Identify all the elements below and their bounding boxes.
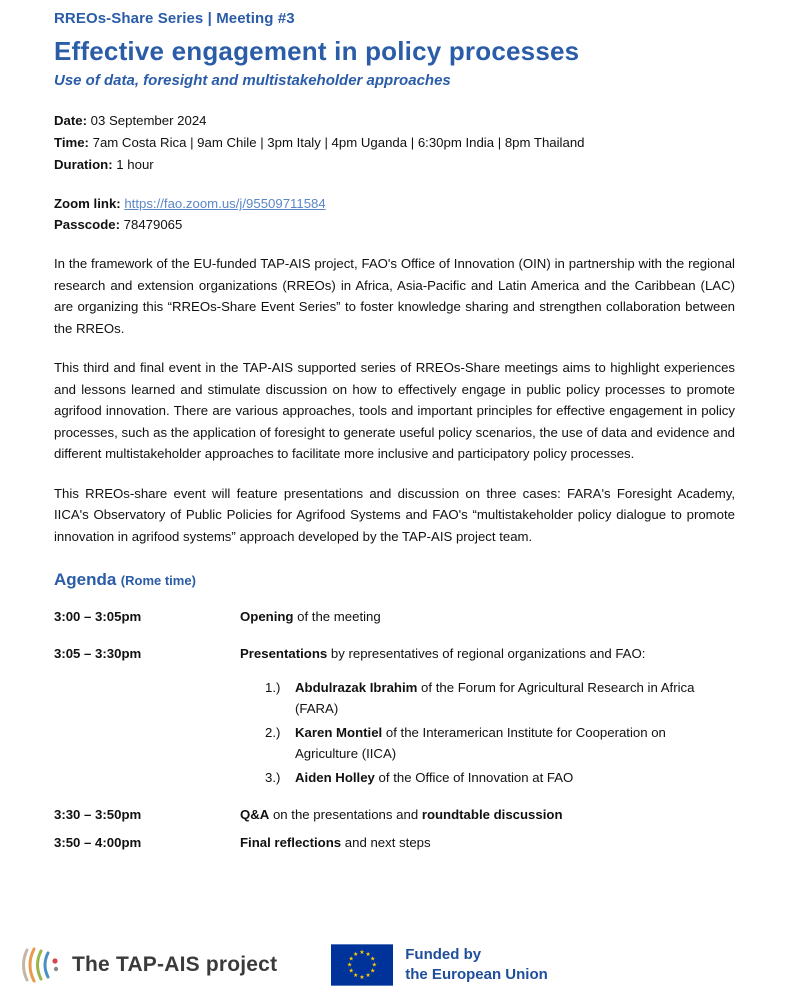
svg-text:★: ★ [365,972,372,980]
funding-text [405,945,548,985]
date-label: Date: [54,113,87,128]
passcode-value: 78479065 [123,217,183,232]
agenda-desc: Presentations by representatives of regional organizations and FAO: [240,646,646,661]
page-subtitle: Use of data, foresight and multistakeholder approaches [54,72,451,89]
speaker-number: 2.) [265,725,281,740]
svg-text:★: ★ [348,967,355,975]
svg-text:★: ★ [370,967,376,975]
zoom-label: Zoom link: [54,196,121,211]
speaker-text: Aiden Holley of the Office of Innovation at FAO [295,770,574,785]
speaker-text: Karen Montiel of the Interamerican Institute for Cooperation on Agriculture (IICA) [295,725,666,761]
zoom-block [54,193,735,235]
speaker-text: Abdulrazak Ibrahim of the Forum for Agricultural Research in Africa (FARA) [295,680,695,716]
agenda-time: 3:50 – 4:00pm [54,835,142,850]
duration-value: 1 hour [116,157,154,172]
agenda-time: 3:00 – 3:05pm [54,609,142,624]
agenda-desc: Opening of the meeting [240,609,381,624]
agenda-heading-word: Agenda [54,570,117,589]
agenda-desc: Q&A on the presentations and roundtable discussion [240,807,563,822]
agenda-heading-note: (Rome time) [120,573,196,588]
agenda-time: 3:05 – 3:30pm [54,646,142,661]
speaker-item [265,677,735,719]
tap-ais-logo-text: The TAP-AIS project [72,953,278,976]
paragraph-event-aims: This third and final event in the TAP-AIS supported series of RREOs-Share meetings aims to highlight experiences and lessons learned and stimulate discussion on how to effectively engage in public policy processes to promote agrifood innovation. There are various approaches, tools and important principles for effective engagement in policy processes, such as the application of foresight to generate useful policy scenarios, the use of data and evidence and different multistakeholder approaches to facilitate more inclusive and participatory policy processes. [54,360,735,461]
series-kicker: RREOs-Share Series | Meeting #3 [54,10,295,27]
tap-ais-logo-icon [18,945,64,985]
svg-text:★: ★ [370,955,376,963]
svg-text:★: ★ [365,950,372,958]
time-label: Time: [54,135,89,150]
speaker-number: 1.) [265,680,281,695]
agenda-presentations-cell [240,643,735,788]
footer [18,944,769,986]
agenda-heading [54,570,735,590]
svg-text:★: ★ [359,973,366,981]
page-title: Effective engagement in policy processes [54,36,580,66]
event-details [54,110,735,176]
date-value: 03 September 2024 [90,113,207,128]
agenda-row-presentations [54,643,735,788]
svg-text:★: ★ [359,949,366,957]
duration-label: Duration: [54,157,113,172]
tap-ais-logo [18,945,277,985]
paragraph-cases: This RREOs-share event will feature presentations and discussion on three cases: FARA's Foresight Academy, IICA's Observatory of Public Policies for Agrifood Systems and FAO's “multistakeholder policy dialogue to promote innovation in agrifood systems” approach developed by the TAP-AIS project team. [54,485,735,544]
agenda-desc: Final reflections and next steps [240,835,431,850]
eu-flag-icon [331,944,393,986]
funding-line-2: the European Union [405,966,548,983]
agenda-time: 3:30 – 3:50pm [54,807,142,822]
agenda-table [54,606,735,853]
agenda-row-opening [54,606,735,627]
speaker-item [265,767,735,788]
duration-line [54,154,735,176]
speaker-item [265,722,735,764]
date-line [54,110,735,132]
speaker-list [240,677,735,788]
time-value: 7am Costa Rica | 9am Chile | 3pm Italy | 4pm Uganda | 6:30pm India | 8pm Thailand [92,135,585,150]
funding-line-1: Funded by [405,946,482,963]
paragraph-intro: In the framework of the EU-funded TAP-AIS project, FAO's Office of Innovation (OIN) in partnership with the regional research and extension organizations (RREOs) in Africa, Asia-Pacific and Latin America and the Caribbean (LAC) are organizing this “RREOs-Share Event Series” to foster knowledge sharing and strengthen collaboration between the RREOs. [54,256,735,336]
passcode-label: Passcode: [54,217,120,232]
zoom-line [54,193,735,214]
passcode-line [54,214,735,235]
zoom-link[interactable]: https://fao.zoom.us/j/95509711584 [124,196,326,211]
svg-text:★: ★ [348,955,355,963]
svg-text:★: ★ [347,961,353,969]
svg-text:★: ★ [353,972,359,980]
svg-text:★: ★ [371,961,378,969]
agenda-row-final [54,832,735,853]
time-line [54,132,735,154]
svg-text:★: ★ [353,950,359,958]
agenda-row-qa [54,804,735,825]
speaker-number: 3.) [265,770,281,785]
eu-funding-block [331,944,548,986]
